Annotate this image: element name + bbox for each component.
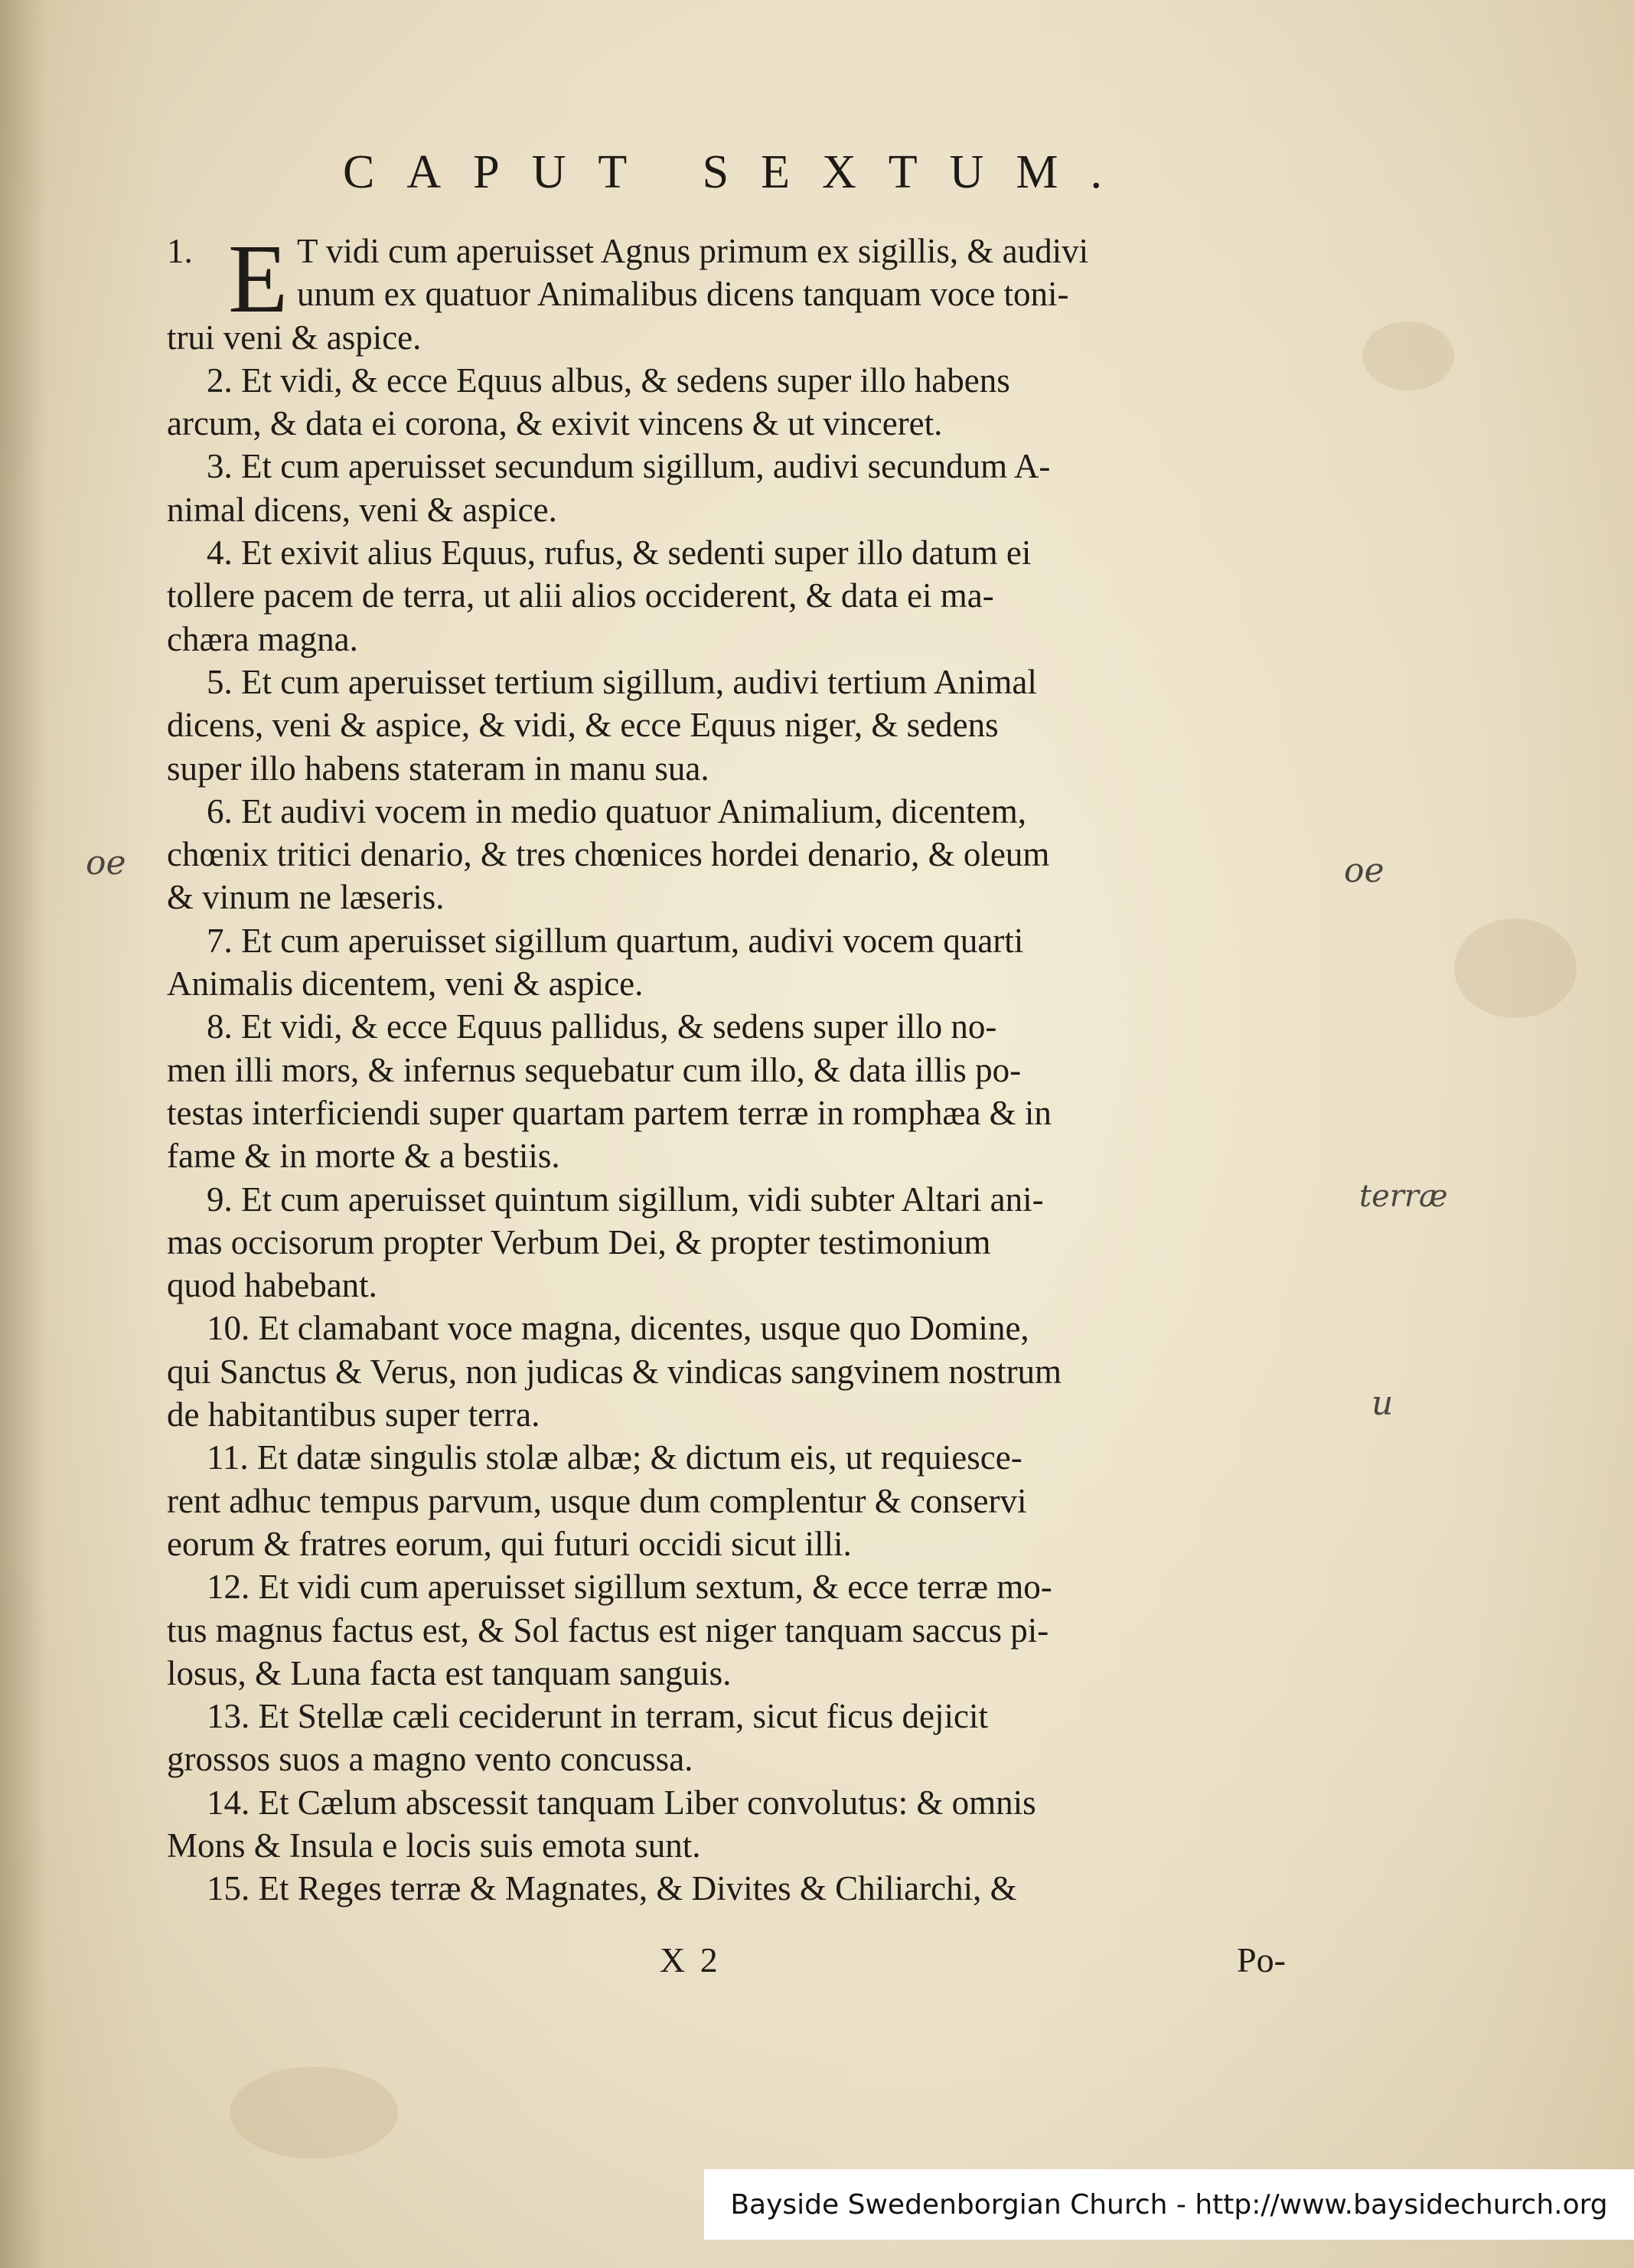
text-line: losus, & Luna facta est tanquam sanguis. xyxy=(167,1653,732,1692)
margin-note-terrae: terræ xyxy=(1359,1179,1448,1214)
text-line: chœnix tritici denario, & tres chœnices hordei denario, & oleum xyxy=(167,835,1050,874)
gutter-shadow xyxy=(0,0,46,2268)
text-line: unum ex quatuor Animalibus dicens tanquam voce toni- xyxy=(297,275,1069,314)
text-line: 2. Et vidi, & ecce Equus albus, & sedens super illo habens xyxy=(207,361,1010,400)
text-line: rent adhuc tempus parvum, usque dum complentur & conservi xyxy=(167,1481,1027,1520)
text-line: men illi mors, & infernus sequebatur cum illo, & data illis po- xyxy=(167,1050,1022,1089)
text-line: 13. Et Stellæ cæli ceciderunt in terram, sicut ficus dejicit xyxy=(207,1697,988,1736)
text-line: quod habebant. xyxy=(167,1266,377,1305)
text-line: qui Sanctus & Verus, non judicas & vindicas sangvinem nostrum xyxy=(167,1352,1062,1391)
text-line: fame & in morte & a bestiis. xyxy=(167,1137,560,1176)
text-line: tollere pacem de terra, ut alii alios occiderent, & data ei ma- xyxy=(167,576,994,615)
text-line: 12. Et vidi cum aperuisset sigillum sextum, & ecce terræ mo- xyxy=(207,1568,1052,1607)
text-line: & vinum ne læseris. xyxy=(167,878,445,917)
text-line: 10. Et clamabant voce magna, dicentes, usque quo Domine, xyxy=(207,1309,1029,1348)
line-text: T vidi cum aperuisset Agnus primum ex sigillis, & audivi xyxy=(297,232,1089,270)
text-line: 15. Et Reges terræ & Magnates, & Divites & Chiliarchi, & xyxy=(207,1869,1017,1908)
text-line: 14. Et Cælum abscessit tanquam Liber convolutus: & omnis xyxy=(207,1783,1036,1822)
text-line: 7. Et cum aperuisset sigillum quartum, audivi vocem quarti xyxy=(207,921,1024,960)
text-line: nimal dicens, veni & aspice. xyxy=(167,490,557,529)
verse-number: 1. xyxy=(167,232,193,270)
text-line: mas occisorum propter Verbum Dei, & propter testimonium xyxy=(167,1222,991,1261)
text-line: Mons & Insula e locis suis emota sunt. xyxy=(167,1826,701,1865)
paper-stain xyxy=(1362,321,1454,390)
margin-note-right: oe xyxy=(1344,851,1384,890)
text-line: 5. Et cum aperuisset tertium sigillum, audivi tertium Animal xyxy=(207,662,1037,701)
margin-note-left: oe xyxy=(86,844,126,883)
text-line: 4. Et exivit alius Equus, rufus, & sedenti super illo datum ei xyxy=(207,534,1032,573)
text-line: de habitantibus super terra. xyxy=(167,1395,540,1434)
watermark-text: Bayside Swedenborgian Church - http://www.baysidechurch.org xyxy=(730,2188,1608,2221)
text-line: 6. Et audivi vocem in medio quatuor Animalium, dicentem, xyxy=(207,791,1027,831)
text-line: 8. Et vidi, & ecce Equus pallidus, & sedens super illo no- xyxy=(207,1007,997,1046)
paper-stain xyxy=(230,2067,398,2159)
text-line: dicens, veni & aspice, & vidi, & ecce Equus niger, & sedens xyxy=(167,706,999,745)
text-line: tus magnus factus est, & Sol factus est niger tanquam saccus pi- xyxy=(167,1610,1049,1650)
text-line: grossos suos a magno vento concussa. xyxy=(167,1740,693,1779)
margin-note-u: u xyxy=(1371,1384,1394,1423)
signature-mark: X 2 xyxy=(660,1940,721,1979)
verse-text-block xyxy=(167,224,1315,1911)
text-line xyxy=(167,230,1315,272)
catchword: Po- xyxy=(1237,1940,1286,1979)
text-line: 9. Et cum aperuisset quintum sigillum, vidi subter Altari ani- xyxy=(207,1180,1044,1219)
text-line: Animalis dicentem, veni & aspice. xyxy=(167,964,644,1003)
text-line: eorum & fratres eorum, qui futuri occidi sicut illi. xyxy=(167,1524,852,1563)
watermark-banner xyxy=(704,2169,1634,2240)
drop-cap: E xyxy=(228,224,289,333)
text-line: testas interficiendi super quartam partem terræ in romphæa & in xyxy=(167,1093,1052,1132)
text-line: super illo habens stateram in manu sua. xyxy=(167,749,709,788)
text-line: arcum, & data ei corona, & exivit vincens & ut vinceret. xyxy=(167,404,943,443)
text-line: trui veni & aspice. xyxy=(167,318,422,357)
text-line: 3. Et cum aperuisset secundum sigillum, audivi secundum A- xyxy=(207,447,1051,486)
paper-stain xyxy=(1454,919,1577,1018)
text-line: chæra magna. xyxy=(167,619,358,658)
chapter-heading: CAPUT SEXTUM. xyxy=(343,146,1135,198)
text-line: 11. Et datæ singulis stolæ albæ; & dictum eis, ut requiesce- xyxy=(207,1438,1022,1477)
